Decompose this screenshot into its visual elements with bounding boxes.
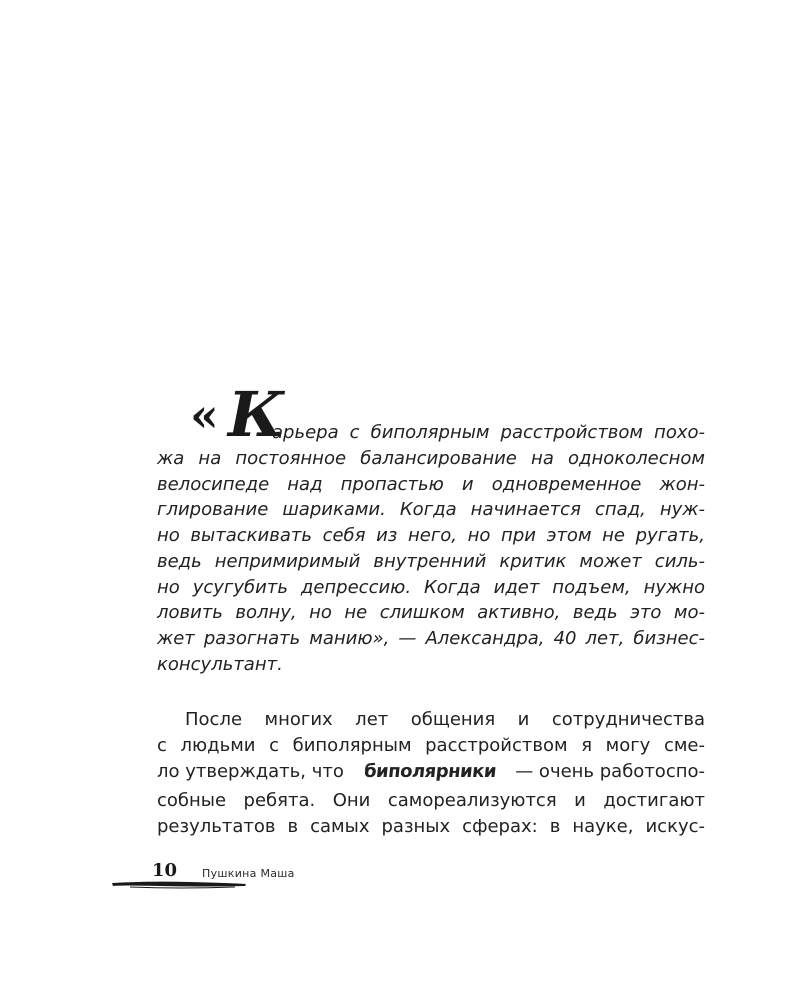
body-line-2: с людьми с биполярным расстройством я могу сме-	[157, 735, 705, 756]
quote-line-7: но усугубить депрессию. Когда идет подъем, нужно	[157, 577, 705, 598]
body-line-4: собные ребята. Они самореализуются и достигают	[157, 790, 705, 811]
body-line-3	[157, 759, 705, 785]
body-line-3-end: — очень работоспо-	[515, 761, 705, 782]
footer-brush-stroke	[110, 878, 250, 890]
quote-line-8: ловить волну, но не слишком активно, ведь это мо-	[157, 602, 705, 623]
opening-quote-mark: «	[190, 388, 219, 442]
quote-line-1: арьера с биполярным расстройством похо-	[272, 422, 705, 443]
quote-line-2: жа на постоянное балансирование на одноколесном	[157, 448, 705, 469]
body-line-1: После многих лет общения и сотрудничества	[185, 709, 705, 730]
body-line-5: результатов в самых разных сферах: в науке, искус-	[157, 816, 705, 837]
author-name: Пушкина Маша	[202, 867, 295, 880]
quote-line-4: глирование шариками. Когда начинается спад, нуж-	[157, 499, 705, 520]
quote-line-5: но вытаскивать себя из него, но при этом не ругать,	[157, 525, 705, 546]
quote-line-10: консультант.	[157, 654, 283, 675]
handwritten-word: биполярники	[362, 761, 497, 782]
quote-line-3: велосипеде над пропастью и одновременное жон-	[157, 474, 705, 495]
page-number: 10	[152, 860, 178, 881]
quote-line-6: ведь непримиримый внутренний критик может силь-	[157, 551, 705, 572]
page-footer	[110, 858, 370, 898]
quote-line-9: жет разогнать манию», — Александра, 40 лет, бизнес-	[157, 628, 705, 649]
drop-cap-letter: К	[228, 378, 285, 451]
body-line-3-start: ло утверждать, что	[157, 761, 344, 782]
